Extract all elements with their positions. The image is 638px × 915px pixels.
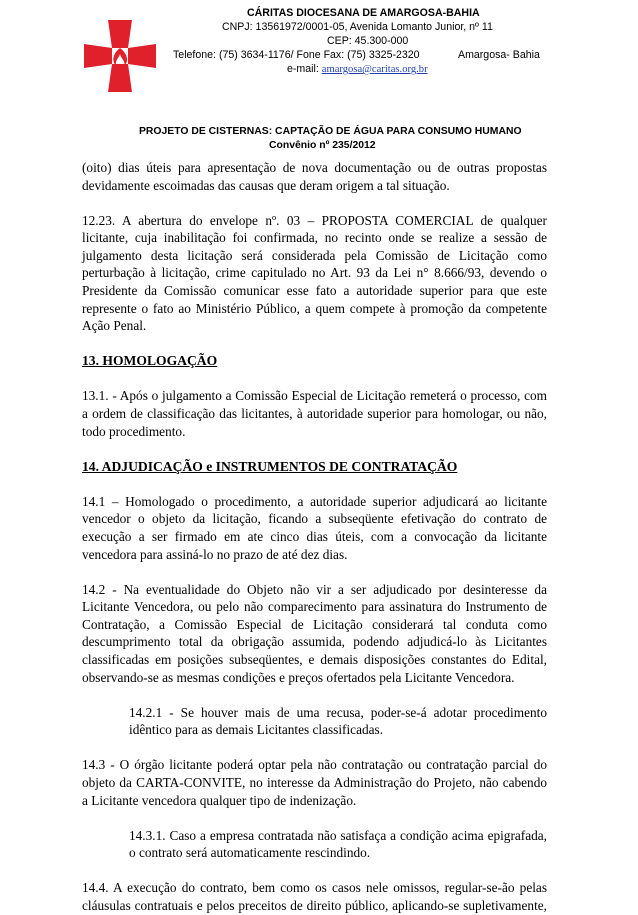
convenio: Convênio nº 235/2012 [269, 140, 376, 151]
email-link[interactable]: amargosa@caritas.org.br [321, 64, 428, 75]
city: Amargosa- Bahia [458, 49, 540, 61]
project-title: PROJETO DE CISTERNAS: CAPTAÇÃO DE ÁGUA PARA CONSUMO HUMANO [139, 126, 522, 137]
caritas-logo-icon [82, 18, 158, 94]
email-line [287, 63, 428, 76]
paragraph-14-2: 14.2 - Na eventualidade do Objeto não vir a ser adjudicado por desinteresse da Licitante Vencedora, ou pelo não comparecimento para assinatura do Instrumento de Contratação, a Comissão Especial de Licitação considerará tal conduta como descumprimento total da obrigação assumida, podendo adjudicá-lo às Licitantes classificadas em posições subseqüentes, e demais disposições constantes do Edital, observando-se as mesmas condições e preços ofertados pela Licitante Vencedora. [82, 581, 547, 685]
paragraph-14-2-1: 14.2.1 - Se houver mais de uma recusa, poder-se-á adotar procedimento idêntico para as demais Licitantes classificadas. [129, 704, 547, 738]
document-body [82, 159, 547, 915]
heading-14: 14. ADJUDICAÇÃO e INSTRUMENTOS DE CONTRATAÇÃO [82, 458, 458, 474]
email-label: e-mail: [287, 63, 319, 75]
phone-line: Telefone: (75) 3634-1176/ Fone Fax: (75) 3325-2320 [173, 49, 420, 61]
paragraph-14-4: 14.4. A execução do contrato, bem como os casos nele omissos, regular-se-ão pelas cláusulas contratuais e pelos preceitos de direito público, aplicando-se supletivamente, [82, 880, 547, 913]
paragraph-12-23: 12.23. A abertura do envelope nº. 03 – PROPOSTA COMERCIAL de qualquer licitante, cuja inabilitação foi confirmada, no recinto onde se realize a sessão de julgamento desta licitação será considerada pela Comissão de Licitação como perturbação à licitação, crime capitulado no Art. 93 da Lei n° 8.666/93, devendo o Presidente da Comissão comunicar esse fato a autoridade superior para que este represente o fato ao Ministério Público, a quem compete à promoção da competente Ação Penal. [82, 212, 547, 334]
paragraph: (oito) dias úteis para apresentação de nova documentação ou de outras propostas devidamente escoimadas das causas que deram origem a tal situação. [82, 160, 547, 193]
cnpj-address: CNPJ: 13561972/0001-05, Avenida Lomanto Junior, nº 11 [222, 21, 493, 33]
org-name: CÁRITAS DIOCESANA DE AMARGOSA-BAHIA [247, 7, 480, 19]
cep: CEP: 45.300-000 [327, 35, 409, 47]
heading-13: 13. HOMOLOGAÇÃO [82, 353, 218, 369]
paragraph-14-3-1: 14.3.1. Caso a empresa contratada não satisfaça a condição acima epigrafada, o contrato será automaticamente rescindindo. [129, 827, 547, 861]
paragraph-13-1: 13.1. - Após o julgamento a Comissão Especial de Licitação remeterá o processo, com a ordem de classificação das licitantes, à autoridade superior para homologar, ou não, todo procedimento. [82, 388, 547, 439]
paragraph-14-1: 14.1 – Homologado o procedimento, a autoridade superior adjudicará ao licitante vencedor o objeto da licitação, ficando a subseqüente efetivação do contrato de execução a ser firmado em ate cinco dias úteis, com a convocação da licitante vencedora para assiná-lo no prazo de até dez dias. [82, 493, 547, 562]
paragraph-14-3: 14.3 - O órgão licitante poderá optar pela não contratação ou contratação parcial do objeto da CARTA-CONVITE, no interesse da Administração do Projeto, não cabendo a Licitante vencedora qualquer tipo de indenização. [82, 757, 547, 808]
